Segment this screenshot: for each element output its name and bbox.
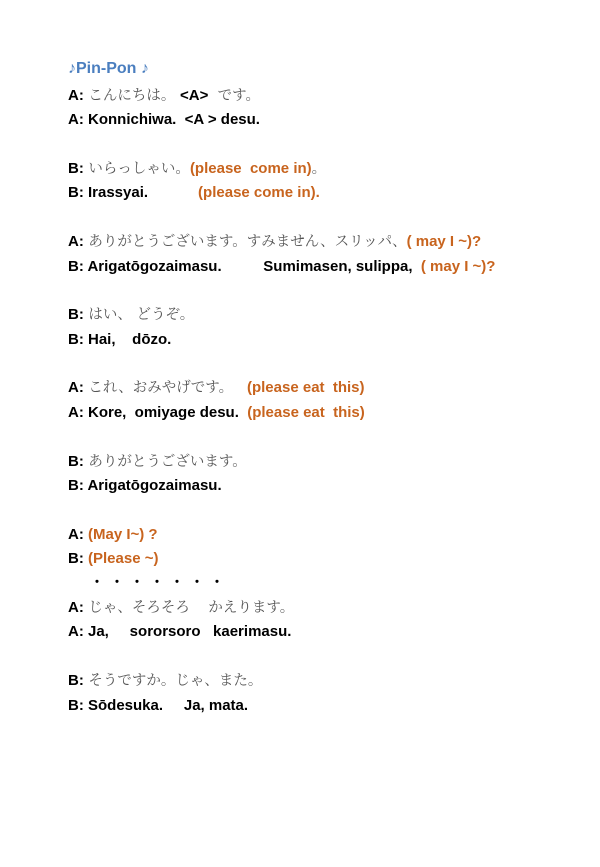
- japanese-text: 。: [311, 161, 327, 177]
- english-prompt: (please come in).: [148, 184, 320, 201]
- romaji-text: Sōdesuka. Ja, mata.: [83, 697, 249, 714]
- english-prompt: ( may I ~)?: [416, 258, 496, 275]
- japanese-text: はい、 どうぞ。: [83, 307, 195, 323]
- english-prompt: (please eat this): [247, 404, 365, 421]
- dialogue-line: [68, 525, 158, 545]
- dialogue-line: [68, 476, 222, 496]
- speaker-label: A:: [68, 111, 84, 128]
- japanese-text: こんにちは。: [83, 88, 181, 104]
- dialogue-line: [68, 305, 194, 325]
- dialogue-line: [68, 696, 248, 716]
- japanese-text: ありがとうございます。すみません、スリッパ、: [83, 234, 407, 250]
- english-prompt: (Please ~): [83, 550, 159, 567]
- page-title: ♪Pin-Pon ♪: [68, 60, 149, 77]
- dialogue-line: [68, 378, 365, 398]
- speaker-label: A:: [68, 233, 84, 250]
- speaker-label: B:: [68, 453, 84, 470]
- romaji-text: Ja, sororsoro kaerimasu.: [83, 623, 292, 640]
- speaker-label: B:: [68, 258, 84, 275]
- speaker-label: B:: [68, 697, 84, 714]
- japanese-text: そうですか。じゃ、また。: [83, 673, 263, 689]
- speaker-label: A:: [68, 404, 84, 421]
- speaker-label: B:: [68, 331, 84, 348]
- dialogue-line: [68, 598, 294, 618]
- speaker-label: A:: [68, 526, 84, 543]
- speaker-label: A:: [68, 623, 84, 640]
- speaker-label: A:: [68, 599, 84, 616]
- romaji-text: Arigatōgozaimasu. Sumimasen, sulippa,: [83, 258, 417, 275]
- dialogue-line: [68, 159, 326, 179]
- speaker-label: B:: [68, 672, 84, 689]
- english-prompt: (please eat this): [246, 379, 365, 396]
- dialogue-line: [68, 257, 495, 277]
- dialogue-line: [68, 232, 481, 252]
- dialogue-line: [68, 671, 262, 691]
- romaji-text: <A>: [180, 87, 209, 104]
- dialogue-line: [68, 110, 260, 130]
- dialogue-line: [68, 403, 365, 423]
- dialogue-line: [68, 452, 247, 472]
- japanese-text: ありがとうございます。: [83, 454, 247, 470]
- english-prompt: ( may I ~)?: [406, 233, 482, 250]
- romaji-text: Arigatōgozaimasu.: [83, 477, 222, 494]
- dialogue-line: [68, 183, 320, 203]
- speaker-label: B:: [68, 306, 84, 323]
- dialogue-line: [68, 549, 158, 569]
- speaker-label: A:: [68, 379, 84, 396]
- romaji-text: Kore, omiyage desu.: [83, 404, 248, 421]
- japanese-text: です。: [208, 88, 260, 104]
- speaker-label: B:: [68, 184, 84, 201]
- dialogue-line: [68, 330, 171, 350]
- dialogue-line: [68, 622, 291, 642]
- speaker-label: B:: [68, 160, 84, 177]
- romaji-text: Irassyai.: [83, 184, 149, 201]
- romaji-text: Konnichiwa. <A > desu.: [83, 111, 260, 128]
- speaker-label: B:: [68, 477, 84, 494]
- japanese-text: これ、おみやげです。: [83, 380, 247, 396]
- japanese-text: じゃ、そろそろ かえります。: [83, 600, 295, 616]
- speaker-label: B:: [68, 550, 84, 567]
- speaker-label: A:: [68, 87, 84, 104]
- ellipsis-dots: ・・・・・・・: [90, 574, 230, 590]
- dialogue-line: [68, 86, 260, 106]
- english-prompt: (May I~) ?: [83, 526, 158, 543]
- english-prompt: (please come in): [189, 160, 312, 177]
- japanese-text: いらっしゃい。: [83, 161, 190, 177]
- romaji-text: Hai, dōzo.: [83, 331, 172, 348]
